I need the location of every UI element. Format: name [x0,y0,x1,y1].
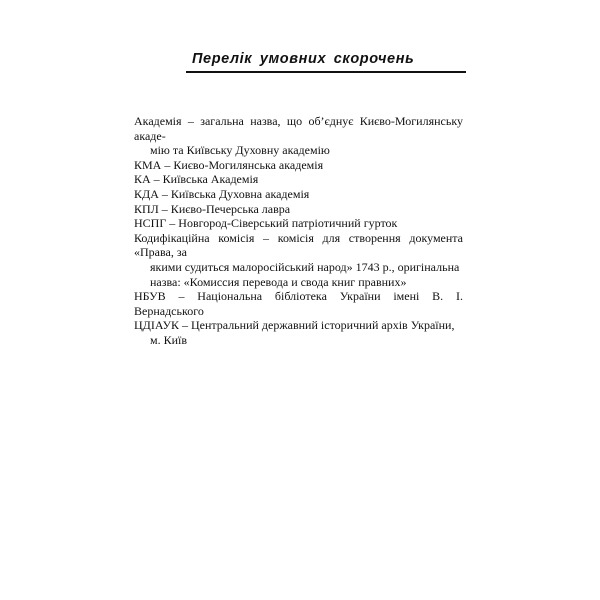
abbreviation-entry-kda [134,187,463,202]
abbreviation-entry-tsdiauk [134,318,463,347]
entry-text: НБУВ – Національна бібліотека України імені В. І. Вернадського [134,289,463,318]
abbreviation-entry-kpl [134,202,463,217]
entry-text: НСПГ – Новгород-Сіверський патріотичний гурток [134,216,398,231]
abbreviation-entry-ka [134,172,463,187]
entry-text: Академія – загальна назва, що об’єднує Києво-Могилянську акаде- [134,114,463,143]
entry-text: КМА – Києво-Могилянська академія [134,157,324,172]
entry-text: ЦДІАУК – Центральний державний історичний архів України, [134,318,455,333]
abbreviation-entry-nspg [134,216,463,231]
entry-text-continuation: м. Київ [150,332,188,347]
abbreviation-entry-akademiia [134,114,463,158]
abbreviation-entry-kodyfikatsiina-komisiia [134,231,463,289]
entry-text-continuation: мію та Київську Духовну академію [150,143,330,158]
entry-text: Кодифікаційна комісія – комісія для створення документа «Права, за [134,230,463,260]
page-title: Перелік умовних скорочень [192,51,415,67]
heading-block [186,50,466,73]
abbreviation-entry-nbuv [134,289,463,318]
entry-text: КА – Київська Академія [134,172,259,187]
entry-text: КПЛ – Києво-Печерська лавра [134,201,291,216]
abbreviations-list [134,114,463,348]
entry-text-continuation-2: назва: «Комиссия перевода и свода книг правних» [150,274,407,289]
entry-text-continuation: якими судиться малоросійський народ» 1743 р., оригінальна [150,259,460,274]
heading-rule [186,71,466,73]
entry-text: КДА – Київська Духовна академія [134,186,310,201]
abbreviation-entry-kma [134,158,463,173]
